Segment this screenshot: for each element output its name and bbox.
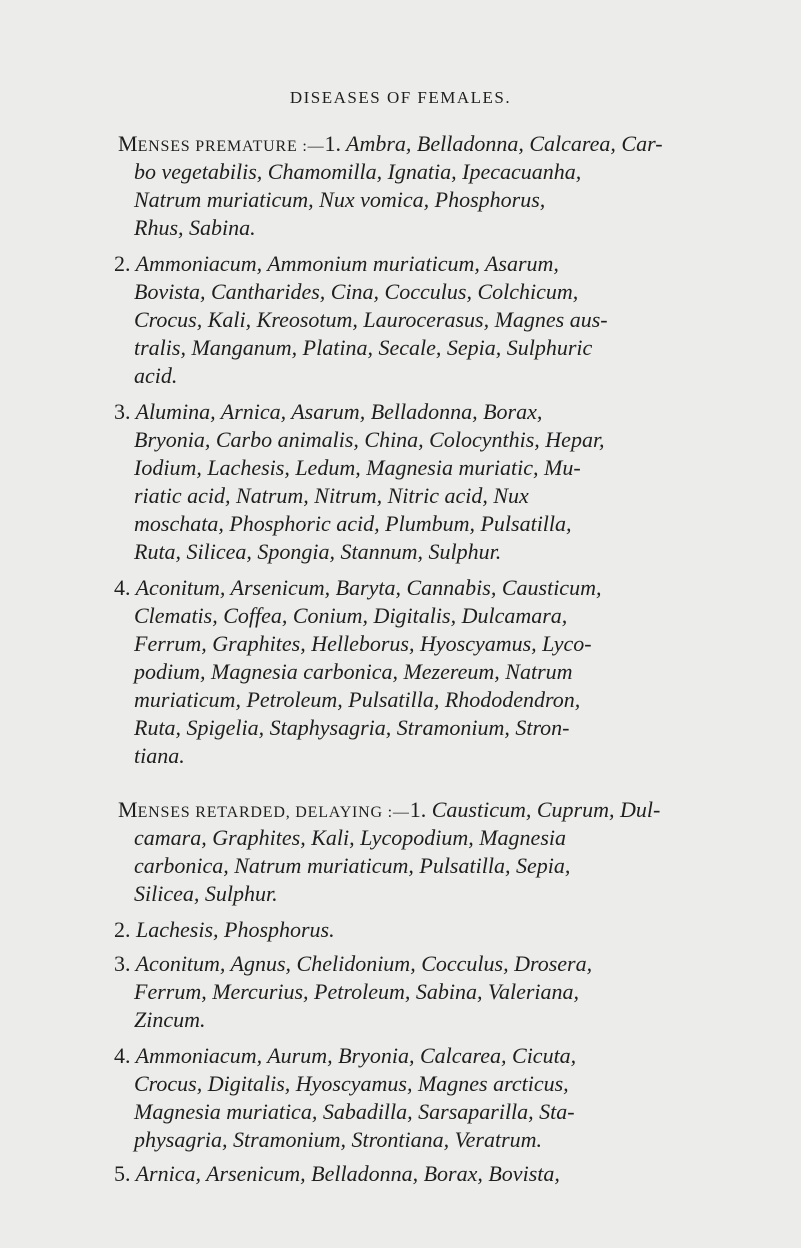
remedy-line: Ambra, Belladonna, Calcarea, Car- xyxy=(346,131,663,156)
item-number: 5. xyxy=(114,1161,131,1186)
remedy-line: Ruta, Silicea, Spongia, Stannum, Sulphur. xyxy=(134,539,502,564)
list-item-3 xyxy=(114,398,542,426)
remedy-line: Bovista, Cantharides, Cina, Cocculus, Colchicum, xyxy=(134,279,579,304)
remedy-line: moschata, Phosphoric acid, Plumbum, Pulsatilla, xyxy=(134,511,572,536)
remedy-line: Ferrum, Graphites, Helleborus, Hyoscyamus, Lyco- xyxy=(134,631,592,656)
remedy-line: Bryonia, Carbo animalis, China, Colocynthis, Hepar, xyxy=(134,427,605,452)
list-item-5 xyxy=(114,1160,560,1188)
remedy-line: physagria, Stramonium, Strontiana, Veratrum. xyxy=(134,1127,543,1152)
remedy-line: Ammoniacum, Ammonium muriaticum, Asarum, xyxy=(135,251,559,276)
item-number: 1. xyxy=(324,131,341,156)
remedy-line: carbonica, Natrum muriaticum, Pulsatilla, Sepia, xyxy=(134,853,571,878)
remedy-line: Ferrum, Mercurius, Petroleum, Sabina, Valeriana, xyxy=(134,979,580,1004)
remedy-line: Ruta, Spigelia, Staphysagria, Stramonium, Stron- xyxy=(134,715,570,740)
list-item-3 xyxy=(114,950,592,978)
remedy-line: tiana. xyxy=(134,743,185,768)
section-1-first-line xyxy=(118,130,663,161)
remedy-line: Alumina, Arnica, Asarum, Belladonna, Borax, xyxy=(135,399,543,424)
remedy-line: Magnesia muriatica, Sabadilla, Sarsaparilla, Sta- xyxy=(134,1099,575,1124)
item-number: 1. xyxy=(409,797,427,822)
item-number: 2. xyxy=(114,917,131,942)
list-item-2 xyxy=(114,916,335,944)
section-1-title: MENSES PREMATURE :— xyxy=(118,131,325,156)
remedy-line: podium, Magnesia carbonica, Mezereum, Natrum xyxy=(134,659,573,684)
remedy-line: Arnica, Arsenicum, Belladonna, Borax, Bovista, xyxy=(135,1161,560,1186)
remedy-line: acid. xyxy=(134,363,178,388)
remedy-line: Ammoniacum, Aurum, Bryonia, Calcarea, Cicuta, xyxy=(135,1043,577,1068)
remedy-line: Aconitum, Arsenicum, Baryta, Cannabis, Causticum, xyxy=(135,575,602,600)
section-2-title: MENSES RETARDED, DELAYING :— xyxy=(118,797,410,822)
remedy-line: camara, Graphites, Kali, Lycopodium, Magnesia xyxy=(134,825,566,850)
remedy-line: Silicea, Sulphur. xyxy=(134,881,278,906)
item-number: 3. xyxy=(114,951,131,976)
remedy-line: Lachesis, Phosphorus. xyxy=(136,917,335,942)
remedy-line: riatic acid, Natrum, Nitrum, Nitric acid, Nux xyxy=(134,483,529,508)
remedy-line: Crocus, Digitalis, Hyoscyamus, Magnes arcticus, xyxy=(134,1071,569,1096)
remedy-line: bo vegetabilis, Chamomilla, Ignatia, Ipecacuanha, xyxy=(134,159,582,184)
remedy-line: tralis, Manganum, Platina, Secale, Sepia, Sulphuric xyxy=(134,335,593,360)
list-item-4 xyxy=(114,1042,576,1070)
list-item-4 xyxy=(114,574,601,602)
remedy-line: Zincum. xyxy=(134,1007,206,1032)
remedy-line: Aconitum, Agnus, Chelidonium, Cocculus, Drosera, xyxy=(135,951,593,976)
section-2-first-line xyxy=(118,796,660,827)
item-number: 3. xyxy=(114,399,131,424)
remedy-line: Iodium, Lachesis, Ledum, Magnesia muriatic, Mu- xyxy=(134,455,581,480)
running-header: DISEASES OF FEMALES. xyxy=(289,88,512,107)
item-number: 4. xyxy=(114,1043,131,1068)
remedy-line: Rhus, Sabina. xyxy=(134,215,256,240)
remedy-line: Crocus, Kali, Kreosotum, Laurocerasus, Magnes aus- xyxy=(134,307,608,332)
item-number: 4. xyxy=(114,575,131,600)
remedy-line: muriaticum, Petroleum, Pulsatilla, Rhododendron, xyxy=(134,687,581,712)
remedy-line: Clematis, Coffea, Conium, Digitalis, Dulcamara, xyxy=(134,603,568,628)
list-item-2 xyxy=(114,250,559,278)
remedy-line: Natrum muriaticum, Nux vomica, Phosphorus, xyxy=(134,187,546,212)
remedy-line: Causticum, Cuprum, Dul- xyxy=(431,797,661,822)
item-number: 2. xyxy=(114,251,131,276)
